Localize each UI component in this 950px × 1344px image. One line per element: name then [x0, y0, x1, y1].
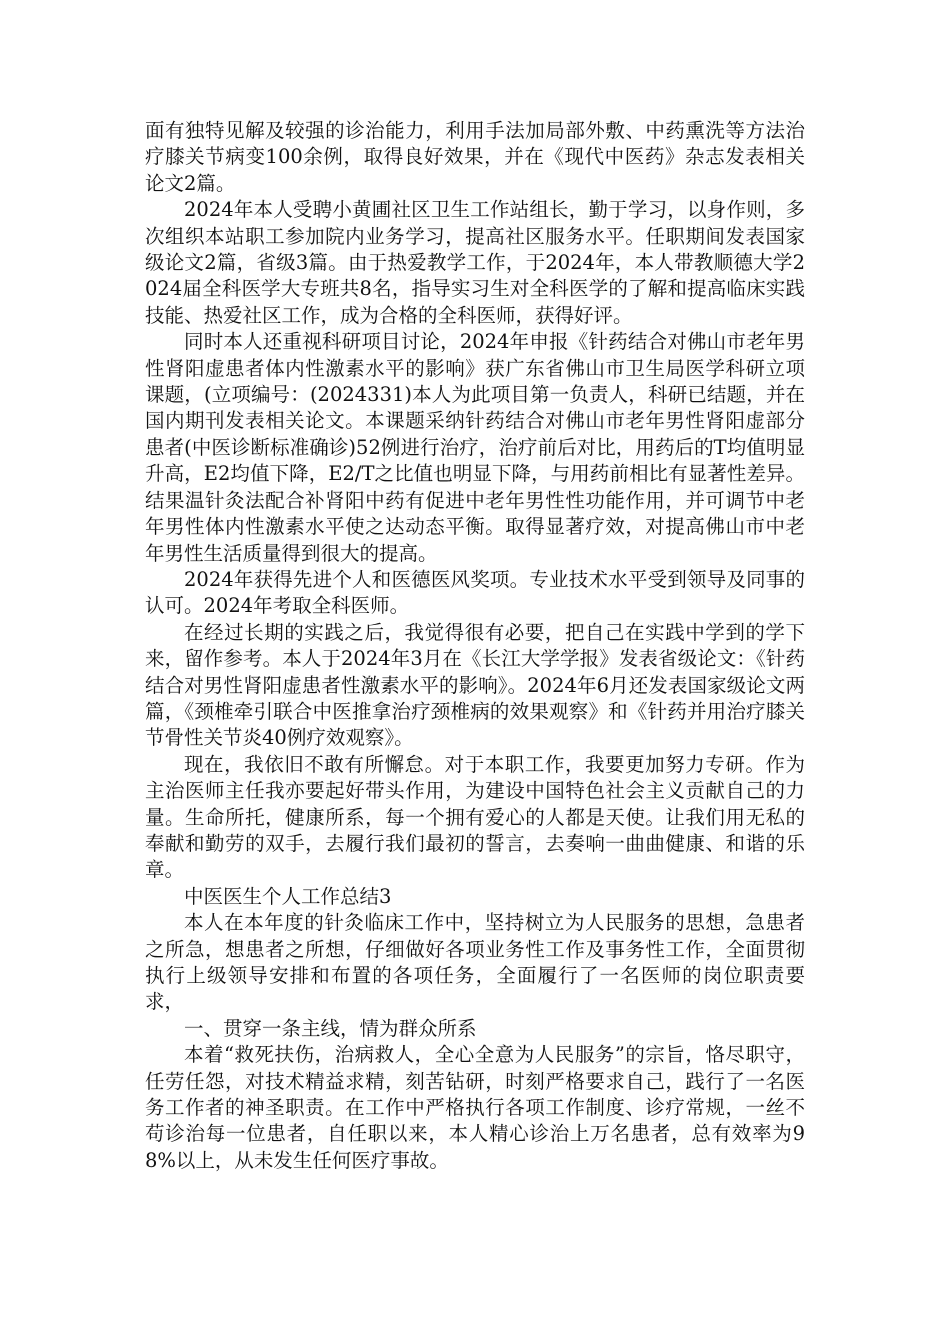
paragraph-continuation: 面有独特见解及较强的诊治能力，利用手法加局部外敷、中药熏洗等方法治疗膝关节病变100余例，取得良好效果，并在《现代中医药》杂志发表相关论文2篇。: [145, 119, 805, 195]
paragraph-service-principle: 本着“救死扶伤，治病救人，全心全意为人民服务”的宗旨，恪尽职守，任劳任怨，对技术精益求精，刻苦钻研，时刻严格要求自己，践行了一名医务工作者的神圣职责。在工作中严格执行各项工作制度、诊疗常规，一丝不苟诊治每一位患者，自任职以来，本人精心诊治上万名患者，总有效率为98%以上，从未发生任何医疗事故。: [145, 1043, 805, 1172]
document-body: [145, 118, 805, 1174]
paragraph-publications: 在经过长期的实践之后，我觉得很有必要，把自己在实践中学到的学下来，留作参考。本人于2024年3月在《长江大学学报》发表省级论文：《针药结合对男性肾阳虚患者性激素水平的影响》。2024年6月还发表国家级论文两篇，《颈椎牵引联合中医推拿治疗颈椎病的效果观察》和《针药并用治疗膝关节骨性关节炎40例疗效观察》。: [145, 620, 805, 750]
paragraph-awards: 2024年获得先进个人和医德医风奖项。专业技术水平受到领导及同事的认可。2024年考取全科医师。: [145, 567, 805, 618]
paragraph-commitment: 现在，我依旧不敢有所懈怠。对于本职工作，我要更加努力专研。作为主治医师主任我亦要起好带头作用，为建设中国特色社会主义贡献自己的力量。生命所托，健康所系，每一个拥有爱心的人都是天使。让我们用无私的奉献和勤劳的双手，去履行我们最初的誓言，去奏响一曲曲健康、和谐的乐章。: [145, 752, 805, 882]
subsection-heading: 一、贯穿一条主线，情为群众所系: [184, 1016, 477, 1040]
paragraph-annual-summary: 本人在本年度的针灸临床工作中，坚持树立为人民服务的思想，急患者之所急，想患者之所想，仔细做好各项业务性工作及事务性工作，全面贯彻执行上级领导安排和布置的各项任务，全面履行了一名医师的岗位职责要求，: [145, 911, 805, 1014]
paragraph-community-leader: 2024年本人受聘小黄圃社区卫生工作站组长，勤于学习，以身作则，多次组织本站职工参加院内业务学习，提高社区服务水平。任职期间发表国家级论文2篇，省级3篇。由于热爱教学工作，于2024年，本人带教顺德大学2024届全科医学大专班共8名，指导实习生对全科医学的了解和提高临床实践技能、热爱社区工作，成为合格的全科医师，获得好评。: [145, 198, 805, 327]
paragraph-research-project: 同时本人还重视科研项目讨论，2024年申报《针药结合对佛山市老年男性肾阳虚患者体内性激素水平的影响》获广东省佛山市卫生局医学科研立项课题，(立项编号：(2024331)本人为此项目第一负责人，科研已结题，并在国内期刊发表相关论文。本课题采纳针药结合对佛山市老年男性肾阳虚部分患者(中医诊断标准确诊)52例进行治疗，治疗前后对比，用药后的T均值明显升高，E2均值下降，E2/T之比值也明显下降，与用药前相比有显著性差异。结果温针灸法配合补肾阳中药有促进中老年男性性功能作用，并可调节中老年男性体内性激素水平使之达动态平衡。取得显著疗效，对提高佛山市中老年男性生活质量得到很大的提高。: [145, 330, 805, 565]
section-title: 中医医生个人工作总结3: [184, 884, 392, 908]
